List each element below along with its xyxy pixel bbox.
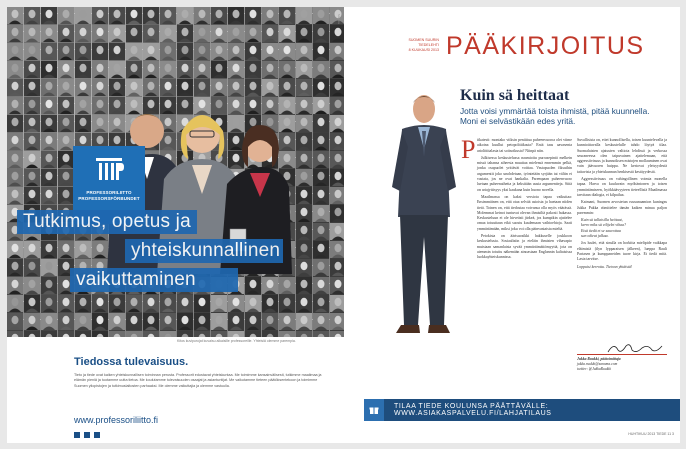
editor-portrait <box>374 87 464 342</box>
drop-cap: P <box>461 135 476 164</box>
ad-title: Tiedossa tulevaisuus. <box>74 356 189 368</box>
poem-line: sun oikeat jalkaa. <box>581 234 609 239</box>
ad-url-link[interactable]: www.professoriliitto.fi <box>74 415 159 425</box>
signature-block <box>577 357 667 372</box>
lead-paragraph: Jotta voisi ymmärtää toista ihmistä, pitää kuunnella. Moni ei selvästikään edes yritä. <box>460 106 650 126</box>
paragraph: Julkisessa keskustelussa naamioitu purrasepintä melkein missä tahansa aiheesta muuttaa mielensä ennemmin pelkä, jonka osapuolet yrittävät voittaa. Vastapuolen fiksuihin argumentit joko unohdetaan, työntetään syrjään tai vältin ei vastata, jos ne ovat hankalia. Parempaan puheenvuoro luetaan puheenaihetta ja keksitään uusia argumentteja. Siitä on ariajyttisyys yksi kaukana kuin huono novella. <box>477 155 572 192</box>
masthead-small-line-1: SUOMEN SUURIN TIEDELEHTI <box>408 38 439 47</box>
poem-quote <box>581 218 667 239</box>
banner-line-3: vaikuttaminen <box>70 268 238 292</box>
subscribe-text: TILAA TIEDE KOULUNSA PÄÄTTÄVÄLLE: WWW.ASIAKASPALVELU.FI/LAHJATILAUS <box>394 403 552 417</box>
page-folio: HUHTIKUU 2013 TIEDE 11 3 <box>628 432 674 436</box>
paragraph: Suvallisista on, ettei kunnollisella, toisen kuuntelevalla ja kunnioittavalla keskustelulle tahdo löytyä tilaa. Suomalaisten ajatusten valtiota lehdissä ja verkossa seuraneessa olen taipuvainen ajattelemaan, että aggressiivisuus ja kunnoiksen mistojen mollaaminen ovat vain jäävuoren huippu. Ne kertovat yleisyydestä taitavista ja yhteiskunnan henkisestä kestäyydestä. <box>577 138 667 174</box>
gift-icon <box>364 399 384 421</box>
photo-caption: Kitos kuvipurojat kuvaisu aikaisille professoreille. Yhteisiä olemme parempia. <box>177 339 296 343</box>
closing-line: Loppuisi kerrottu. Tietoon yhtäistä! <box>577 264 633 269</box>
logo-text-swedish: PROFESSORSFÖRBUNDET <box>78 196 140 201</box>
paragraph: Jos luulet, että sinulla on horkitta mielipide vaikkapa eläimistä (ilyn lypparaisen jälkeen), lueppa Rauli Partasen ja kumppaneiden tuore kirja. Et tiedä mitä. Lasta tarvitse. <box>577 241 667 262</box>
divider <box>577 354 667 355</box>
poem-line: Etsä tiedä et se sauvottaa <box>581 228 621 233</box>
subscribe-bar[interactable] <box>364 399 680 421</box>
ad-body-text: Tieto ja tiede ovat kaiken yhteiskunnallisen toiminnan perusta. Professorit edustavat yhteiskuntaa. Me toimimme kansainvälisesti, tutkimme maailmaa ja elämän pieniä ja tuotamme uutta tietoa. Me koulutamme tulevaisuuden osaajat ja asiantuntijat. Me vaikutamme tieteen päätöksentekoon ja toimimme Suomen yliopistojen ja tutkimuslaitosten parhaaksi. Me olemme vaikuttajia ja olemme vastuulla. <box>74 373 322 388</box>
left-page-ad <box>7 7 344 443</box>
paragraph: Kaimani, Suomen arvostetun ruusunaamion kuningas Jukka Pakka riimittelee tämän kaiken minua paljon paremmin: <box>577 200 667 215</box>
section-title: PÄÄKIRJOITUS <box>446 32 645 60</box>
editor-email[interactable]: jukka.ruukki@sanoma.com <box>577 362 618 366</box>
side-folio: Mainos <box>336 14 341 24</box>
paragraph: iikatesti: montako viiksin peniittua puheenvuoroa olet viime aikoina kuullut petopolitiikasta? Entä taas aavasenta ariolittitalasta tai soitsotkusta? Niinpä niin. <box>477 138 572 153</box>
logo-emblem-icon <box>94 156 124 182</box>
paragraph: Maailmassa on kaksi versiota tapaa vaikuttaa: Ensimmäinen on, että otaa selvää asioista ja haetaan niiden tietä. Toinen on, että tiedostaa voivansa olla myös väärässä. Molemmat keinot tuntuvat olevan ihmisiltä pakosti hukassa. Keskusteluun ei ole hirveästi järkeä, jos kumpikin ajattelee omaa totuuttaan eikä suostu kuulemaan vaihtoehtoja. Saati ymmärtämään, miksi joku voi olla päinvastaista mieltä. <box>477 194 572 231</box>
masthead-small <box>391 38 439 53</box>
banner-line-2: yhteiskunnallinen <box>125 239 283 263</box>
decorative-squares <box>74 432 100 438</box>
editor-name: Jukka Ruukki, päätoimittaja <box>577 357 621 361</box>
editor-twitter[interactable]: twitter: @JukkaRuukki <box>577 367 612 371</box>
headline: Kuin sä heittaat <box>460 87 570 104</box>
paragraph: Petokista on äärisuosikki hakkuselle joukkoon keskustelusta. Sosiaalisiin ja eteläin ihmisten vihavapio muistaan samanlaista syvää ymmärtämättömyyttä, jota on aiemmin totuttu näkemään ainoastaan Englannin kaltaisissa luokkayhteiskunnissa. <box>477 234 572 260</box>
poem-line: Kuin sä tallaisilla heittaat, <box>581 218 623 223</box>
body-column-1 <box>477 138 572 263</box>
masthead-small-line-2: 8 KUUKAUSI 2013 <box>408 48 439 52</box>
poem-line: kerro miks sä vilijelet vihaa? <box>581 223 627 228</box>
paragraph: Aggressiivisuus on vahingollinen voimia monella tapaa. Harva on kuuluvain myöhäntonen ja toisen ymmärtämiseen, hyökkäävyyteen tieteellisiä Maailmassa tarvitaan dialogia, ei kilpailua. <box>577 177 667 197</box>
logo-text-finnish: PROFESSORILIITTO <box>86 190 132 195</box>
banner-line-1: Tutkimus, opetus ja <box>17 210 197 234</box>
right-page-editorial <box>344 7 680 443</box>
body-column-2 <box>577 138 667 272</box>
